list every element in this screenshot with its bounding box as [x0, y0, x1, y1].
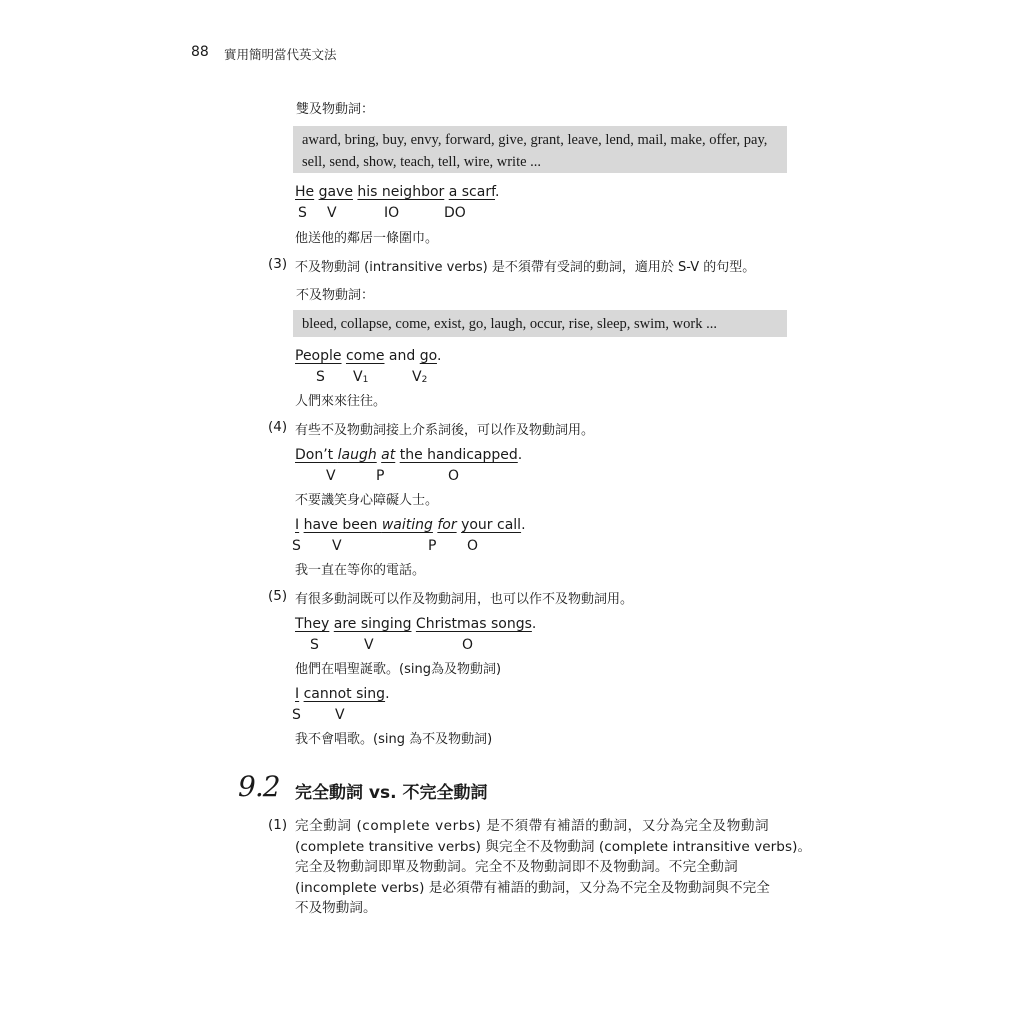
sentence-word: They [295, 616, 330, 632]
example-sentence [295, 184, 499, 200]
role-label: S [298, 205, 307, 221]
translation: 他們在唱聖誕歌。(sing為及物動詞) [295, 662, 502, 677]
sentence-word: are singing [333, 616, 412, 632]
role-letter: V [353, 369, 363, 385]
intransitive-verb-box [293, 310, 787, 337]
role-letter: V [412, 369, 422, 385]
role-label: IO [384, 205, 400, 221]
translation: 人們來來往往。 [295, 394, 387, 409]
role-label: V [327, 205, 337, 221]
example-sentence [295, 616, 536, 632]
running-header-title: 實用簡明當代英文法 [224, 47, 337, 62]
role-label [412, 369, 427, 385]
role-label: O [467, 538, 479, 554]
item-text: 有些不及物動詞接上介系詞後，可以作及物動詞用。 [295, 423, 595, 438]
sentence-punct: . [436, 348, 442, 364]
role-label: S [310, 637, 319, 653]
sentence-word: cannot sing [303, 686, 386, 702]
role-label: V [335, 707, 345, 723]
example-sentence [295, 517, 526, 533]
sentence-word: have been [303, 517, 382, 533]
sentence-word: his neighbor [357, 184, 445, 200]
role-label: P [428, 538, 437, 554]
translation: 我不會唱歌。(sing 為不及物動詞) [295, 732, 493, 747]
sentence-punct: . [517, 447, 523, 463]
sentence-word: Christmas songs [415, 616, 532, 632]
sentence-word: for [437, 517, 457, 533]
role-label: DO [444, 205, 466, 221]
sentence-word: People [295, 348, 342, 364]
role-label: P [376, 468, 385, 484]
paragraph-line: (complete transitive verbs) 與完全不及物動詞 (complete intransitive verbs)。 [295, 838, 812, 855]
sentence-word: laugh [337, 447, 377, 463]
section-number: 9.2 [238, 770, 280, 803]
sentence-word [295, 447, 377, 463]
role-label: O [448, 468, 460, 484]
translation: 他送他的鄰居一條圍巾。 [295, 231, 439, 246]
sentence-punct: . [495, 184, 500, 200]
section-paragraph [295, 816, 811, 919]
ditransitive-label: 雙及物動詞： [296, 102, 375, 117]
sentence-word: the handicapped [399, 447, 518, 463]
item-number: (4) [268, 419, 288, 435]
role-label [353, 369, 368, 385]
sentence-word: I [295, 686, 300, 702]
item-text: 不及物動詞 (intransitive verbs) 是不須帶有受詞的動詞，適用於 S-V 的句型。 [295, 260, 756, 275]
sentence-word: your call [461, 517, 522, 533]
example-sentence [295, 348, 441, 364]
example-sentence [295, 686, 390, 702]
paragraph-line: 不及物動詞。 [295, 900, 377, 916]
sentence-punct: . [521, 517, 526, 533]
role-label: S [292, 707, 301, 723]
sentence-word: a scarf [448, 184, 495, 200]
sentence-word: at [381, 447, 396, 463]
sentence-word: waiting [381, 517, 433, 533]
ditransitive-verb-box [293, 126, 787, 173]
sentence-word: and [384, 348, 420, 364]
page-number: 88 [191, 44, 209, 60]
example-sentence [295, 447, 522, 463]
item-number: (1) [268, 817, 288, 833]
sentence-word: go [419, 348, 437, 364]
item-number: (3) [268, 256, 288, 272]
translation: 不要譏笑身心障礙人士。 [295, 493, 439, 508]
translation: 我一直在等你的電話。 [295, 563, 426, 578]
role-subscript: 1 [362, 375, 369, 385]
paragraph-line: 完全及物動詞即單及物動詞。完全不及物動詞即不及物動詞。不完全動詞 [295, 859, 738, 875]
sentence-word [304, 517, 433, 533]
item-number: (5) [268, 588, 288, 604]
sentence-word: come [345, 348, 385, 364]
sentence-word: He [295, 184, 315, 200]
role-label: V [332, 538, 342, 554]
paragraph-line: (incomplete verbs) 是必須帶有補語的動詞，又分為不完全及物動詞與不完全 [295, 879, 770, 896]
item-text: 有很多動詞既可以作及物動詞用，也可以作不及物動詞用。 [295, 592, 634, 607]
sentence-punct: . [531, 616, 537, 632]
box-line: sell, send, show, teach, tell, wire, write ... [302, 154, 542, 170]
role-label: V [326, 468, 336, 484]
paragraph-line: 完全動詞 (complete verbs) 是不須帶有補語的動詞，又分為完全及物動詞 [295, 818, 770, 834]
section-title: 完全動詞 vs. 不完全動詞 [295, 783, 488, 803]
box-line: bleed, collapse, come, exist, go, laugh, occur, rise, sleep, swim, work ... [302, 316, 717, 332]
role-label: O [462, 637, 474, 653]
role-label: S [292, 538, 301, 554]
sentence-word: gave [318, 184, 353, 200]
role-label: S [316, 369, 325, 385]
sentence-punct: . [385, 686, 390, 702]
role-label: V [364, 637, 374, 653]
role-subscript: 2 [421, 375, 428, 385]
sentence-word: Don’t [295, 447, 338, 463]
intransitive-label: 不及物動詞： [296, 288, 375, 303]
box-line: award, bring, buy, envy, forward, give, grant, leave, lend, mail, make, offer, pay, [302, 132, 768, 148]
sentence-word: I [295, 517, 300, 533]
